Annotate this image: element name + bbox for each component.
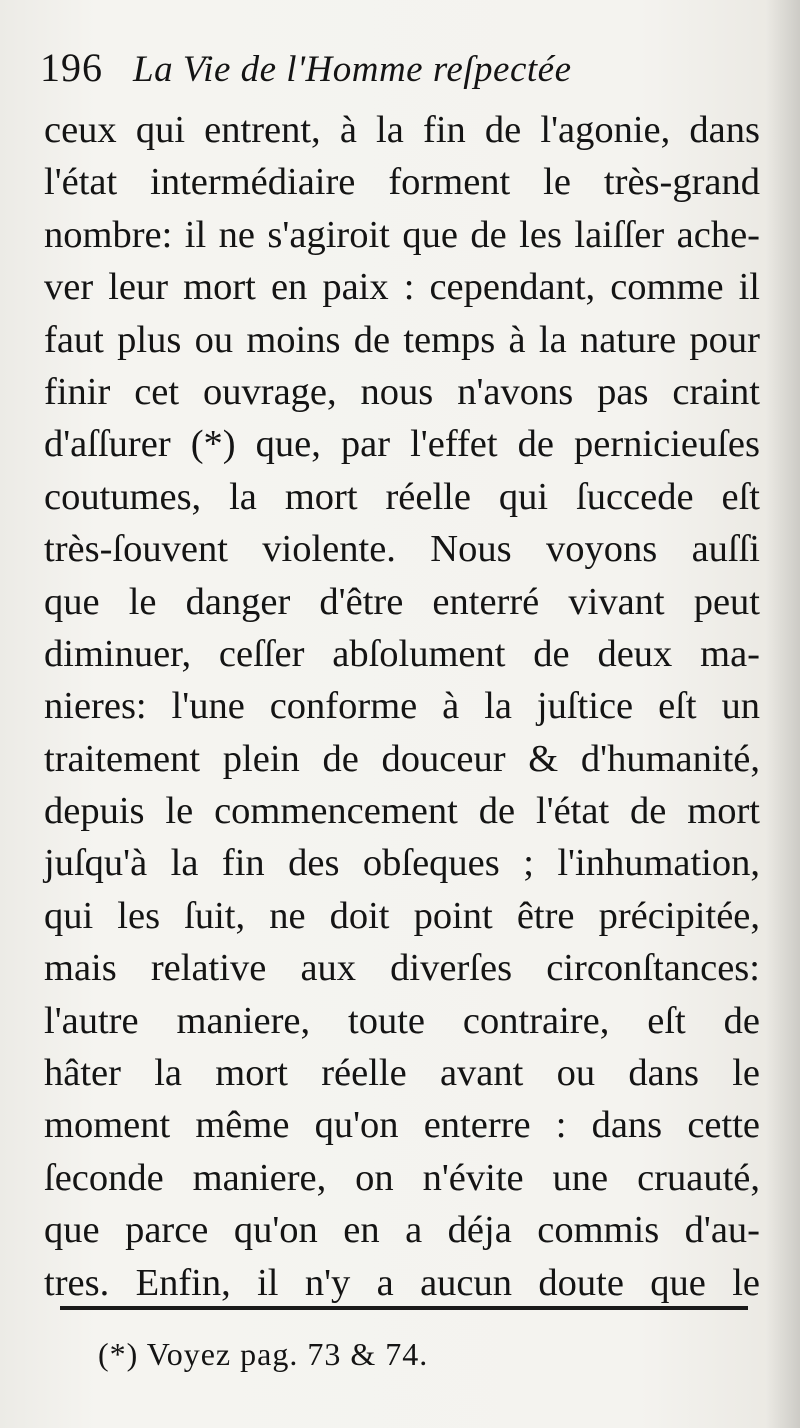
text-line: depuis le commencement de l'état de mort (44, 790, 760, 833)
footnote: (*) Voyez pag. 73 & 74. (98, 1336, 429, 1372)
text-line: traitement plein de douceur & d'humanité, (44, 737, 760, 780)
text-line: nieres: l'une conforme à la juſtice eſt un (44, 685, 760, 728)
page-header (40, 44, 572, 100)
text-line: faut plus ou moins de temps à la nature pour (44, 318, 760, 361)
page-number: 196 (40, 45, 103, 90)
footnote-rule (60, 1306, 748, 1310)
text-line: très-ſouvent violente. Nous voyons auſſi (44, 528, 760, 571)
text-line: juſqu'à la fin des obſeques ; l'inhumation, (44, 842, 760, 885)
running-title: La Vie de l'Homme reſpectée (133, 49, 572, 90)
text-line: mais relative aux diverſes circonſtances: (44, 947, 760, 990)
text-line: l'état intermédiaire forment le très-grand (44, 161, 760, 204)
text-line: que parce qu'on en a déja commis d'au- (44, 1209, 760, 1252)
text-line: que le danger d'être enterré vivant peut (44, 580, 760, 623)
text-line: coutumes, la mort réelle qui ſuccede eſt (44, 475, 760, 518)
body-text (44, 104, 760, 1309)
text-line: l'autre maniere, toute contraire, eſt de (44, 999, 760, 1042)
text-line: qui les ſuit, ne doit point être précipitée, (44, 894, 760, 937)
text-line: ceux qui entrent, à la fin de l'agonie, dans (44, 109, 760, 151)
text-line: ver leur mort en paix : cependant, comme il (44, 266, 760, 309)
text-line: finir cet ouvrage, nous n'avons pas craint (44, 370, 760, 413)
text-line: nombre: il ne s'agiroit que de les laiſſer ache- (44, 213, 760, 256)
text-line: hâter la mort réelle avant ou dans le (44, 1052, 760, 1095)
text-line: moment même qu'on enterre : dans cette (44, 1104, 760, 1147)
text-line: ſeconde maniere, on n'évite une cruauté, (44, 1156, 760, 1199)
text-line: d'aſſurer (*) que, par l'effet de pernicieuſes (44, 423, 760, 466)
text-line: diminuer, ceſſer abſolument de deux ma- (44, 632, 760, 675)
text-line: tres. Enfin, il n'y a aucun doute que le (44, 1261, 760, 1304)
